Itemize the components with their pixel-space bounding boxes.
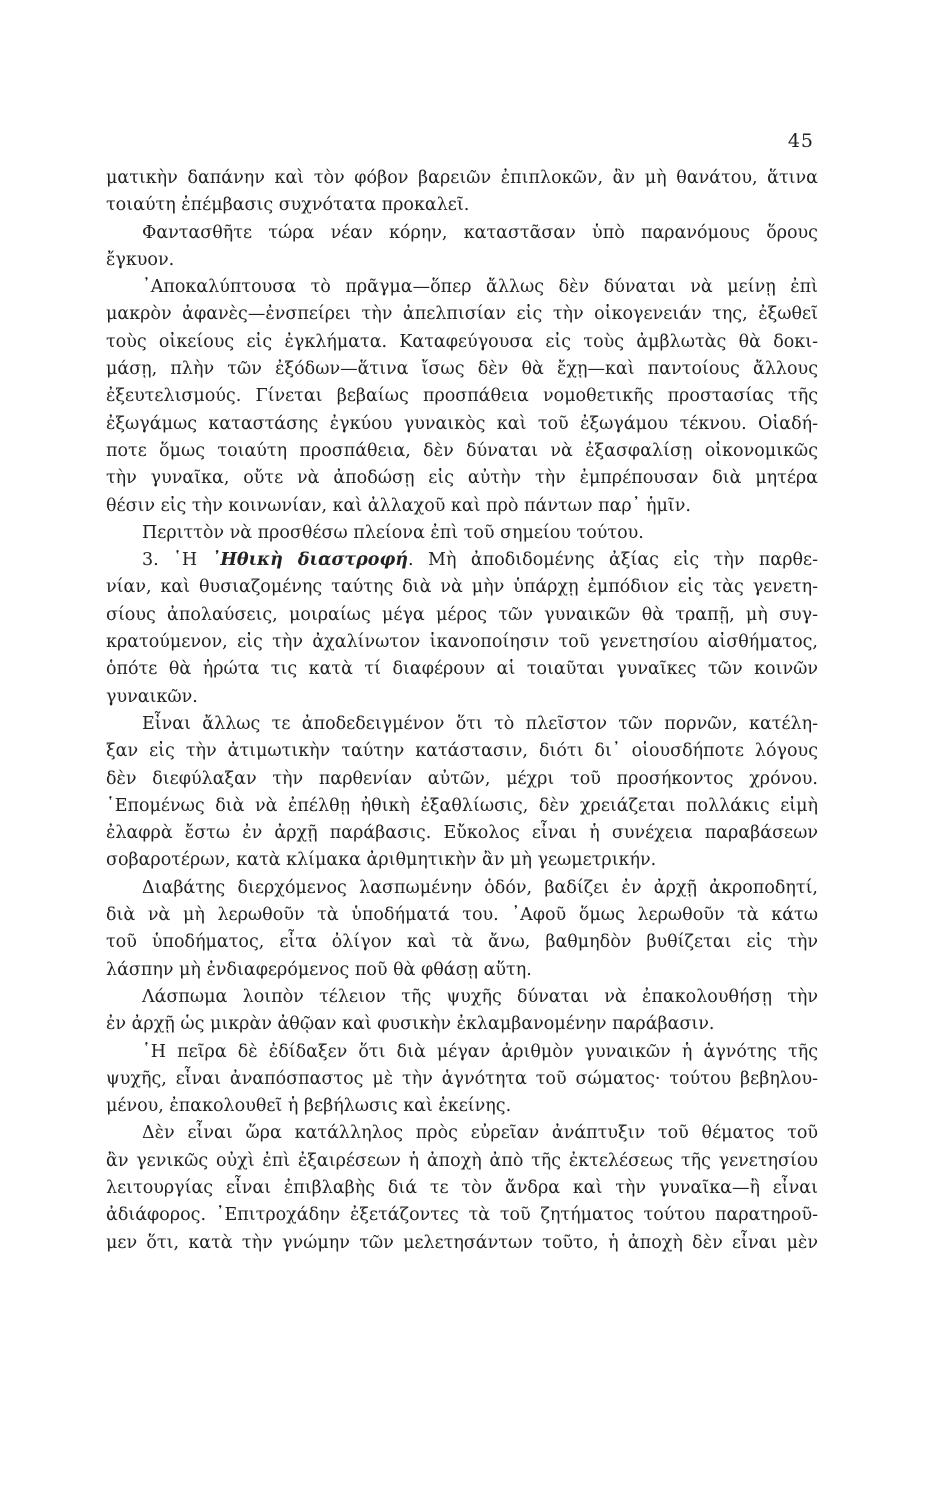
text-line: σίους ἀπολαύσεις, μοιραίως μέγα μέρος τῶν γυναικῶν θὰ τραπῇ, μὴ συγ- <box>106 604 818 625</box>
text-line: νίαν, καὶ θυσιαζομένης ταύτης διὰ νὰ μὴν ὑπάρχῃ ἐμπόδιον εἰς τὰς γενετη- <box>106 577 818 598</box>
text-line: ἐν ἀρχῇ ὡς μικρὰν ἀθῷαν καὶ φυσικὴν ἐκλαμβανομένην παράβασιν. <box>106 1014 715 1035</box>
text-line: ἐξευτελισμούς. Γίνεται βεβαίως προσπάθεια νομοθετικῆς προστασίας τῆς <box>106 386 818 407</box>
text-line: τοὺς οἰκείους εἰς ἐγκλήματα. Καταφεύγουσα εἰς τοὺς ἀμβλωτὰς θὰ δοκι- <box>106 331 818 352</box>
text-line: γυναικῶν. <box>106 686 198 707</box>
text-line: τοιαύτη ἐπέμβασις συχνότατα προκαλεῖ. <box>106 195 470 216</box>
text-line: σοβαροτέρων, κατὰ κλίμακα ἀριθμητικὴν ἂν μὴ γεωμετρικήν. <box>106 850 657 871</box>
text-line: ᾿Αποκαλύπτουσα τὸ πρᾶγμα—ὅπερ ἄλλως δὲν δύναται νὰ μείνῃ ἐπὶ <box>142 277 818 298</box>
text-line: ἂν γενικῶς οὐχὶ ἐπὶ ἐξαιρέσεων ἡ ἀποχὴ ἀπὸ τῆς ἐκτελέσεως τῆς γενετησίου <box>106 1150 818 1171</box>
text-line: κρατούμενον, εἰς τὴν ἀχαλίνωτον ἱκανοποίησιν τοῦ γενετησίου αἰσθήματος, <box>106 632 818 653</box>
text-line: τὴν γυναῖκα, οὔτε νὰ ἀποδώσῃ εἰς αὐτὴν τὴν ἐμπρέπουσαν διὰ μητέρα <box>106 468 818 489</box>
text-line: ῾Η πεῖρα δὲ ἐδίδαξεν ὅτι διὰ μέγαν ἀριθμὸν γυναικῶν ἡ ἁγνότης τῆς <box>142 1041 818 1062</box>
text-line: δὲν διεφύλαξαν τὴν παρθενίαν αὐτῶν, μέχρι τοῦ προσήκοντος χρόνου. <box>106 768 818 789</box>
text-line: ποτε ὅμως τοιαύτη προσπάθεια, δὲν δύναται νὰ ἐξασφαλίσῃ οἰκονομικῶς <box>106 440 818 461</box>
text-line: ἀδιάφορος. ᾿Επιτροχάδην ἐξετάζοντες τὰ τοῦ ζητήματος τούτου παρατηροῦ- <box>106 1205 818 1226</box>
text-line: Λάσπωμα λοιπὸν τέλειον τῆς ψυχῆς δύναται νὰ ἐπακολουθήσῃ τὴν <box>142 986 818 1007</box>
text-line: ἐξωγάμως καταστάσης ἐγκύου γυναικὸς καὶ τοῦ ἐξωγάμου τέκνου. Οἱαδή- <box>106 413 818 434</box>
page-number: 45 <box>787 130 814 152</box>
text-line: Εἶναι ἄλλως τε ἀποδεδειγμένον ὅτι τὸ πλεῖστον τῶν πορνῶν, κατέλη- <box>142 713 818 734</box>
text-line: Διαβάτης διερχόμενος λασπωμένην ὁδόν, βαδίζει ἐν ἀρχῇ ἀκροποδητί, <box>142 877 818 898</box>
text-line: μένου, ἐπακολουθεῖ ἡ βεβήλωσις καὶ ἐκείνης. <box>106 1096 512 1117</box>
section-number: 3. ῾Η <box>142 550 212 571</box>
section-heading: ᾿Ηθικὴ διαστροφή <box>211 550 409 571</box>
text-line: ἔγκυον. <box>106 249 175 270</box>
text-line: μακρὸν ἀφανὲς—ἐνσπείρει τὴν ἀπελπισίαν εἰς τὴν οἰκογενειάν της, ἐξωθεῖ <box>106 304 818 325</box>
line-text: . Μὴ ἀποδιδομένης ἀξίας εἰς τὴν παρθε- <box>408 550 818 571</box>
text-line: ψυχῆς, εἶναι ἀναπόσπαστος μὲ τὴν ἁγνότητα τοῦ σώματος· τούτου βεβηλου- <box>106 1068 818 1089</box>
text-line: ματικὴν δαπάνην καὶ τὸν φόβον βαρειῶν ἐπιπλοκῶν, ἂν μὴ θανάτου, ἅτινα <box>106 168 818 188</box>
text-line: ὁπότε θὰ ἠρώτα τις κατὰ τί διαφέρουν αἱ τοιαῦται γυναῖκες τῶν κοινῶν <box>106 659 818 680</box>
text-line: θέσιν εἰς τὴν κοινωνίαν, καὶ ἀλλαχοῦ καὶ πρὸ πάντων παρ᾿ ἡμῖν. <box>106 495 691 516</box>
text-line: ξαν εἰς τὴν ἀτιμωτικὴν ταύτην κατάστασιν, διότι δι᾿ οἱουσδήποτε λόγους <box>106 741 818 762</box>
body-text <box>106 165 818 1257</box>
text-line: Φαντασθῆτε τώρα νέαν κόρην, καταστᾶσαν ὑπὸ παρανόμους ὅρους <box>142 222 818 243</box>
text-line: Δὲν εἶναι ὥρα κατάλληλος πρὸς εὐρεῖαν ἀνάπτυξιν τοῦ θέματος τοῦ <box>142 1123 818 1144</box>
text-line: μάσῃ, πλὴν τῶν ἐξόδων—ἅτινα ἴσως δὲν θὰ ἔχῃ—καὶ παντοίους ἄλλους <box>106 359 818 380</box>
text-line: τοῦ ὑποδήματος, εἶτα ὀλίγον καὶ τὰ ἄνω, βαθμηδὸν βυθίζεται εἰς τὴν <box>106 932 818 953</box>
text-line: λειτουργίας εἶναι ἐπιβλαβὴς διά τε τὸν ἄνδρα καὶ τὴν γυναῖκα—ἢ εἶναι <box>106 1177 818 1198</box>
text-line: ἐλαφρὰ ἔστω ἐν ἀρχῇ παράβασις. Εὔκολος εἶναι ἡ συνέχεια παραβάσεων <box>106 823 818 844</box>
text-line: μεν ὅτι, κατὰ τὴν γνώμην τῶν μελετησάντων τοῦτο, ἡ ἀποχὴ δὲν εἶναι μὲν <box>106 1232 818 1253</box>
text-line: λάσπην μὴ ἐνδιαφερόμενος ποῦ θὰ φθάσῃ αὕτη. <box>106 959 532 980</box>
text-line: Περιττὸν νὰ προσθέσω πλείονα ἐπὶ τοῦ σημείου τούτου. <box>142 522 644 543</box>
text-line: διὰ νὰ μὴ λερωθοῦν τὰ ὑποδήματά του. ᾿Αφοῦ ὅμως λερωθοῦν τὰ κάτω <box>106 905 818 926</box>
text-line: ῾Επομένως διὰ νὰ ἐπέλθῃ ἠθικὴ ἐξαθλίωσις, δὲν χρειάζεται πολλάκις εἰμὴ <box>106 795 818 816</box>
text-line <box>106 547 818 574</box>
